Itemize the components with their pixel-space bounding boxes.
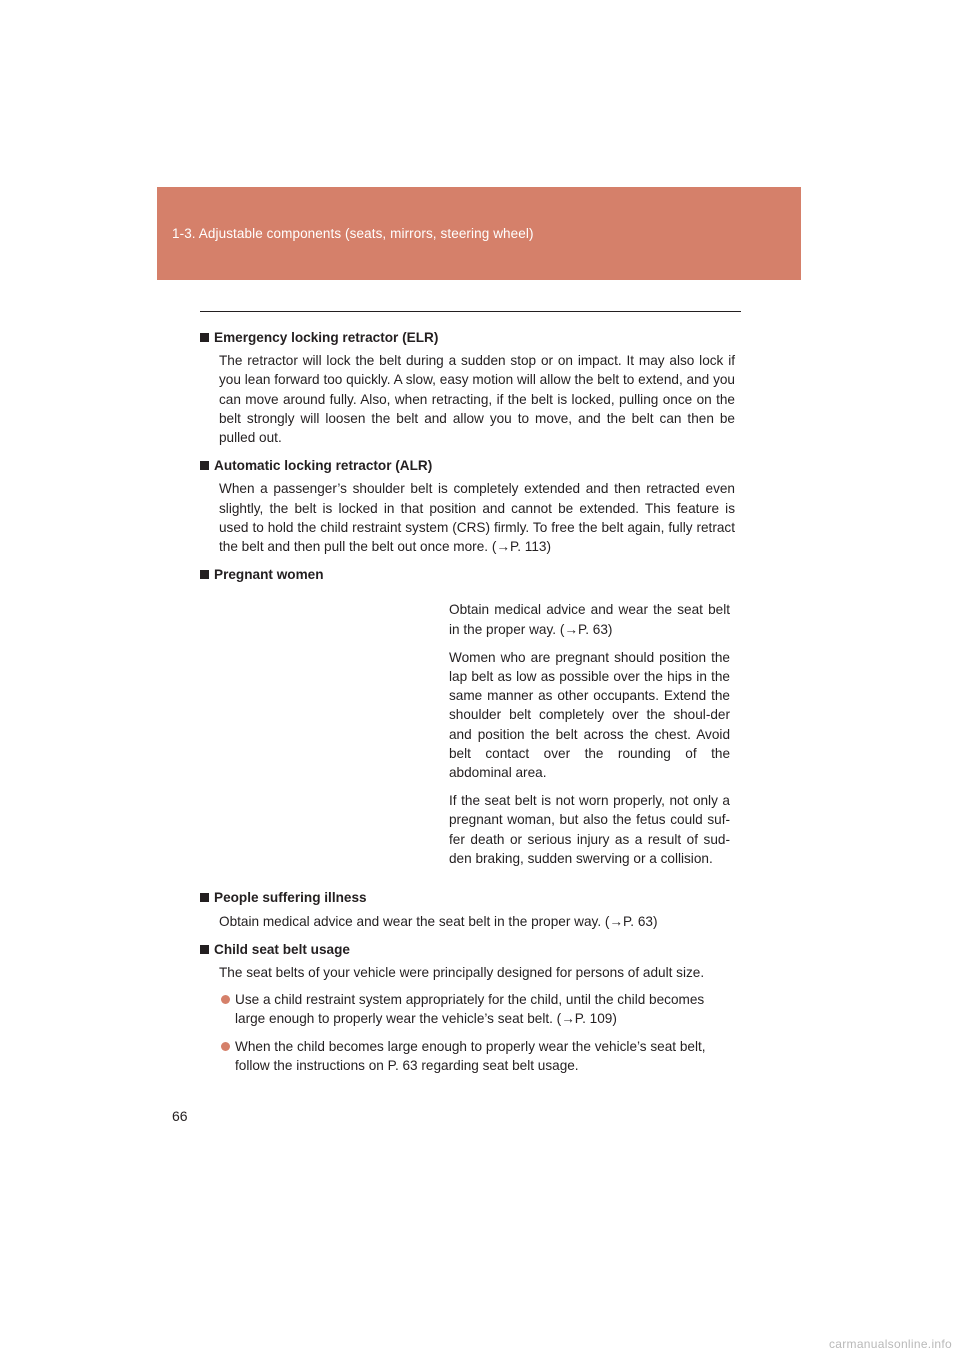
list-item (221, 1037, 735, 1075)
list-item (221, 990, 735, 1028)
pregnant-paragraph: If the seat belt is not worn properly, not only a pregnant woman, but also the fetus could suf-fer death or serious injury as a result of sud-den braking, sudden swerving or a collision. (449, 793, 730, 866)
illness-heading (200, 888, 741, 907)
elr-heading-text: Emergency locking retractor (ELR) (214, 330, 439, 345)
chapter-section-title: 1-3. Adjustable components (seats, mirrors, steering wheel) (172, 226, 534, 241)
pregnant-heading (200, 565, 741, 584)
page-number: 66 (172, 1108, 188, 1124)
child-heading (200, 940, 741, 959)
alr-heading (200, 456, 741, 475)
square-bullet-icon (200, 570, 209, 579)
pregnant-paragraph: Women who are pregnant should position the lap belt as low as possible over the hips in the same manner as other occupants. Extend the shoulder belt completely over the shoul-der and position the belt across the chest. Avoid belt contact over the rounding of the abdominal area. (449, 649, 730, 781)
alr-body: When a passenger’s shoulder belt is completely extended and then retracted even slightly, the belt is locked in that position and cannot be extended. This feature is used to hold the child restraint system (CRS) firmly. To free the belt again, fully retract the belt and then pull the belt out once more. (→P. 113) (219, 481, 735, 555)
round-bullet-icon (221, 1042, 230, 1051)
pregnant-block (200, 588, 741, 888)
top-divider (200, 311, 741, 312)
section-illness (200, 888, 741, 930)
watermark: carmanualsonline.info (828, 1337, 952, 1351)
child-heading-text: Child seat belt usage (214, 941, 350, 957)
illness-heading-text: People suffering illness (214, 890, 367, 906)
square-bullet-icon (200, 945, 209, 954)
alr-heading-text: Automatic locking retractor (ALR) (214, 458, 433, 474)
section-alr (200, 456, 741, 556)
bullet-text: Use a child restraint system appropriately for the child, until the child becomes large enough to properly wear the vehicle’s seat belt. (→P. 109) (235, 992, 705, 1027)
child-body: The seat belts of your vehicle were principally designed for persons of adult size. (219, 965, 705, 981)
pregnant-text-column (449, 600, 730, 877)
illness-body: Obtain medical advice and wear the seat belt in the proper way. (→P. 63) (219, 913, 658, 929)
square-bullet-icon (200, 333, 209, 342)
elr-heading (200, 328, 741, 347)
page-content (200, 328, 741, 1075)
square-bullet-icon (200, 461, 209, 470)
round-bullet-icon (221, 995, 230, 1004)
pregnant-heading-text: Pregnant women (214, 567, 324, 583)
bullet-text: When the child becomes large enough to properly wear the vehicle’s seat belt, follow the instructions on P. 63 regarding seat belt usage. (235, 1038, 706, 1073)
square-bullet-icon (200, 893, 209, 902)
pregnant-paragraph: Obtain medical advice and wear the seat belt in the proper way. (→P. 63) (449, 602, 730, 637)
section-elr (200, 328, 741, 447)
section-pregnant (200, 565, 741, 888)
section-child (200, 940, 741, 1075)
elr-body: The retractor will lock the belt during a sudden stop or on impact. It may also lock if you lean forward too quickly. A slow, easy motion will allow the belt to extend, and you can move around fully. Also, when retracting, if the belt is locked, pulling once on the belt strongly will loosen the belt and allow you to move, and the belt can then be pulled out. (219, 353, 735, 446)
